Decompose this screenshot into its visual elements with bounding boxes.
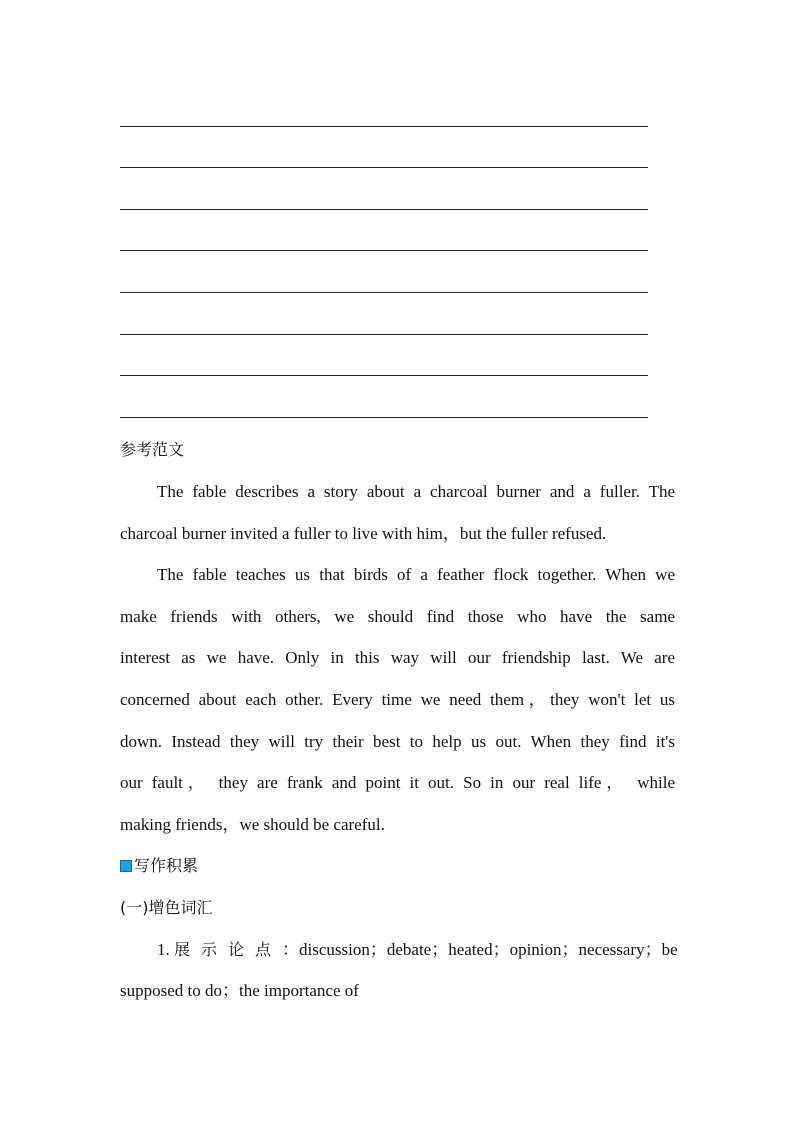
essay-line: down. Instead they will try their best to help us out. When they find it's [120, 732, 675, 751]
item-label: 展示论点 [174, 940, 283, 959]
item-number: 1. [157, 940, 170, 959]
square-bullet-icon [120, 860, 132, 872]
subsection-heading: (一)增色词汇 [120, 898, 213, 917]
essay-line: our fault， they are frank and point it out. So in our real life， while [120, 773, 675, 792]
essay-line: concerned about each other. Every time we need them，they won't let us [120, 690, 675, 709]
answer-line [120, 167, 648, 168]
answer-line [120, 417, 648, 418]
essay-line: interest as we have. Only in this way will our friendship last. We are [120, 648, 675, 667]
essay-line: charcoal burner invited a fuller to live with him，but the fuller refused. [120, 524, 607, 543]
vocab-item [157, 938, 678, 962]
answer-line [120, 126, 648, 127]
vocab-item-continuation: supposed to do；the importance of [120, 981, 359, 1000]
section-title: 写作积累 [134, 856, 199, 875]
essay-line: The fable teaches us that birds of a feather flock together. When we [157, 565, 675, 584]
section-heading [120, 854, 675, 878]
essay-line: The fable describes a story about a charcoal burner and a fuller. The [157, 482, 675, 501]
answer-line [120, 334, 648, 335]
reference-essay-title: 参考范文 [120, 440, 185, 459]
essay-line: making friends，we should be careful. [120, 815, 385, 834]
answer-line [120, 250, 648, 251]
essay-line: make friends with others, we should find those who have the same [120, 607, 675, 626]
answer-line [120, 292, 648, 293]
item-text: ：discussion；debate；heated；opinion；necessary；be [282, 940, 678, 959]
answer-line [120, 375, 648, 376]
answer-line [120, 209, 648, 210]
